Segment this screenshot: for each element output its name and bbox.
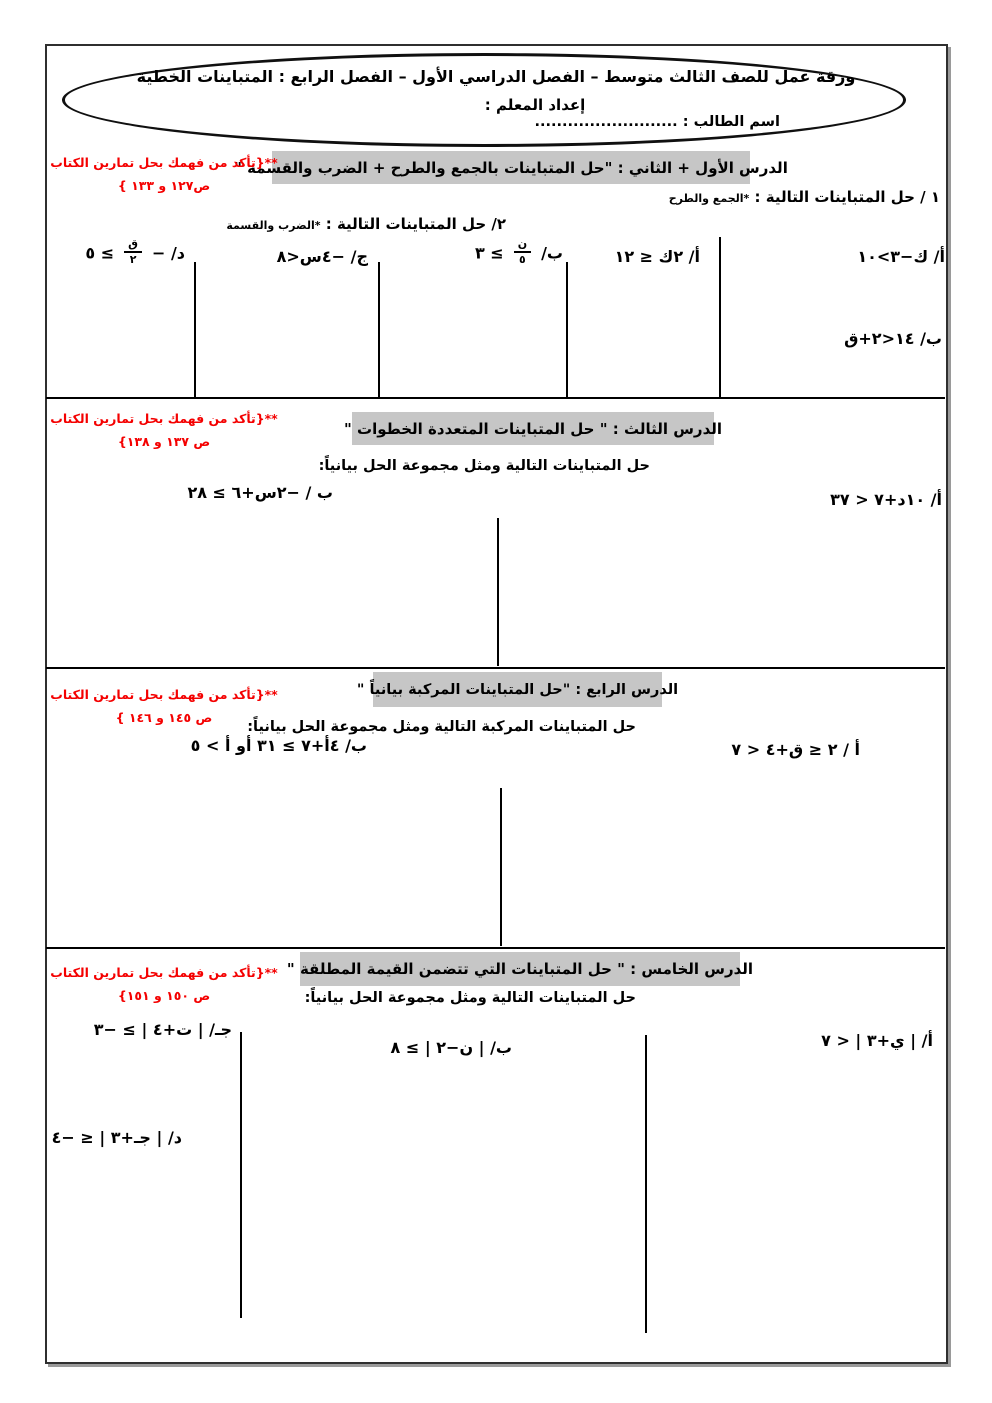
problem-multistep-a: أ/ ١٠د+٧ < ٣٧ xyxy=(830,490,942,509)
part1-tag: *الجمع والطرح xyxy=(668,192,750,205)
lesson3-note-line1: **{تأكد من فهمك بحل تمارين الكتاب xyxy=(50,411,278,426)
column-divider xyxy=(497,518,499,666)
lesson12-part1-label xyxy=(669,188,940,206)
fraction xyxy=(124,238,142,266)
column-divider xyxy=(240,1032,242,1318)
section-separator xyxy=(46,397,945,399)
lesson4-note-line2: ص ١٤٥ و ١٤٦ } xyxy=(115,709,213,725)
lesson3-instruction: حل المتباينات التالية ومثل مجموعة الحل بيانياً: xyxy=(318,458,650,474)
section-separator xyxy=(46,947,945,949)
fraction-denominator: ٢ xyxy=(129,252,137,266)
section-separator xyxy=(46,667,945,669)
lesson12-note xyxy=(44,152,284,197)
lesson4-instruction: حل المتباينات المركبة التالية ومثل مجموعة الحل بيانياً: xyxy=(247,719,636,735)
column-divider xyxy=(500,788,502,946)
part2-tag: *الضرب والقسمة xyxy=(226,219,321,232)
student-name-line: اسم الطالب : .......................... xyxy=(534,114,780,130)
lesson12-part2-label xyxy=(226,215,506,233)
part1-text: ١ / حل المتباينات التالية : xyxy=(749,188,940,206)
lesson12-header: الدرس الأول + الثاني : "حل المتباينات بالجمع والطرح + الضرب والقسمة " xyxy=(272,151,750,184)
problem-compound-a: أ / ٢ ≤ ق+٤ < ٧ xyxy=(731,740,860,759)
fraction xyxy=(514,238,531,266)
column-divider xyxy=(566,262,568,397)
worksheet-title: ورقة عمل للصف الثالث متوسط – الفصل الدراسي الأول – الفصل الرابع : المتباينات الخطية xyxy=(136,67,856,86)
problem-div-b-relation: ≥ ٣ xyxy=(474,243,504,263)
problem-absolute-c: جـ/ | ت+٤ | ≥ −٣ xyxy=(93,1020,232,1039)
fraction-numerator: ق xyxy=(124,238,142,253)
lesson3-header: الدرس الثالث : " حل المتباينات المتعددة الخطوات " xyxy=(352,412,714,445)
problem-add-b: ب/ ١٤<٢+ق xyxy=(844,329,942,348)
problem-compound-b: ب/ ٤أ+٧ ≥ ٣١ أو أ > ٥ xyxy=(190,736,367,755)
problem-absolute-b: ب/ | ن−٢ | ≥ ٨ xyxy=(390,1038,512,1057)
problem-multistep-b: ب / −٢س+٦ ≥ ٢٨ xyxy=(187,483,333,502)
problem-add-a: أ/ ك−٣>١٠ xyxy=(857,247,945,266)
problem-div-b-label: ب/ xyxy=(541,243,563,263)
lesson5-instruction: حل المتباينات التالية ومثل مجموعة الحل بيانياً: xyxy=(304,990,636,1006)
problem-absolute-d: د/ | جـ+٣ | ≤ −٤ xyxy=(51,1128,182,1147)
lesson4-note-line1: **{تأكد من فهمك بحل تمارين الكتاب xyxy=(50,687,278,702)
lesson12-note-line1: **{تأكد من فهمك بحل تمارين الكتاب xyxy=(50,155,278,170)
fraction-numerator: ن xyxy=(514,238,531,253)
lesson4-header: الدرس الرابع : "حل المتباينات المركبة بيانياً " xyxy=(373,672,662,707)
lesson5-note-line2: ص ١٥٠ و ١٥١} xyxy=(117,987,211,1003)
problem-absolute-a: أ/ | ي+٣ | < ٧ xyxy=(821,1031,933,1050)
problem-div-c: ج/ −٤س<٨ xyxy=(276,247,368,266)
lesson5-note xyxy=(44,962,284,1007)
problem-div-b xyxy=(474,237,563,268)
lesson5-note-line1: **{تأكد من فهمك بحل تمارين الكتاب xyxy=(50,965,278,980)
column-divider xyxy=(645,1035,647,1333)
teacher-name-line: إعداد المعلم : xyxy=(484,96,586,114)
lesson3-note xyxy=(44,408,284,453)
part2-text: ٢/ حل المتباينات التالية : xyxy=(320,215,506,233)
lesson12-note-line2: ص١٢٧ و ١٣٣ } xyxy=(117,177,211,193)
problem-div-d-label: د/ − xyxy=(151,243,185,263)
problem-div-d-relation: ≥ ٥ xyxy=(85,243,115,263)
column-divider xyxy=(194,262,196,397)
problem-div-d xyxy=(85,237,185,268)
column-divider xyxy=(719,237,721,397)
lesson3-note-line2: ص ١٣٧ و ١٣٨} xyxy=(117,433,211,449)
column-divider xyxy=(378,262,380,397)
problem-div-a: أ/ ٢ك ≤ ١٢ xyxy=(614,247,700,266)
fraction-denominator: ٥ xyxy=(519,252,526,266)
lesson5-header: الدرس الخامس : " حل المتباينات التي تتضمن القيمة المطلقة " xyxy=(300,952,740,986)
